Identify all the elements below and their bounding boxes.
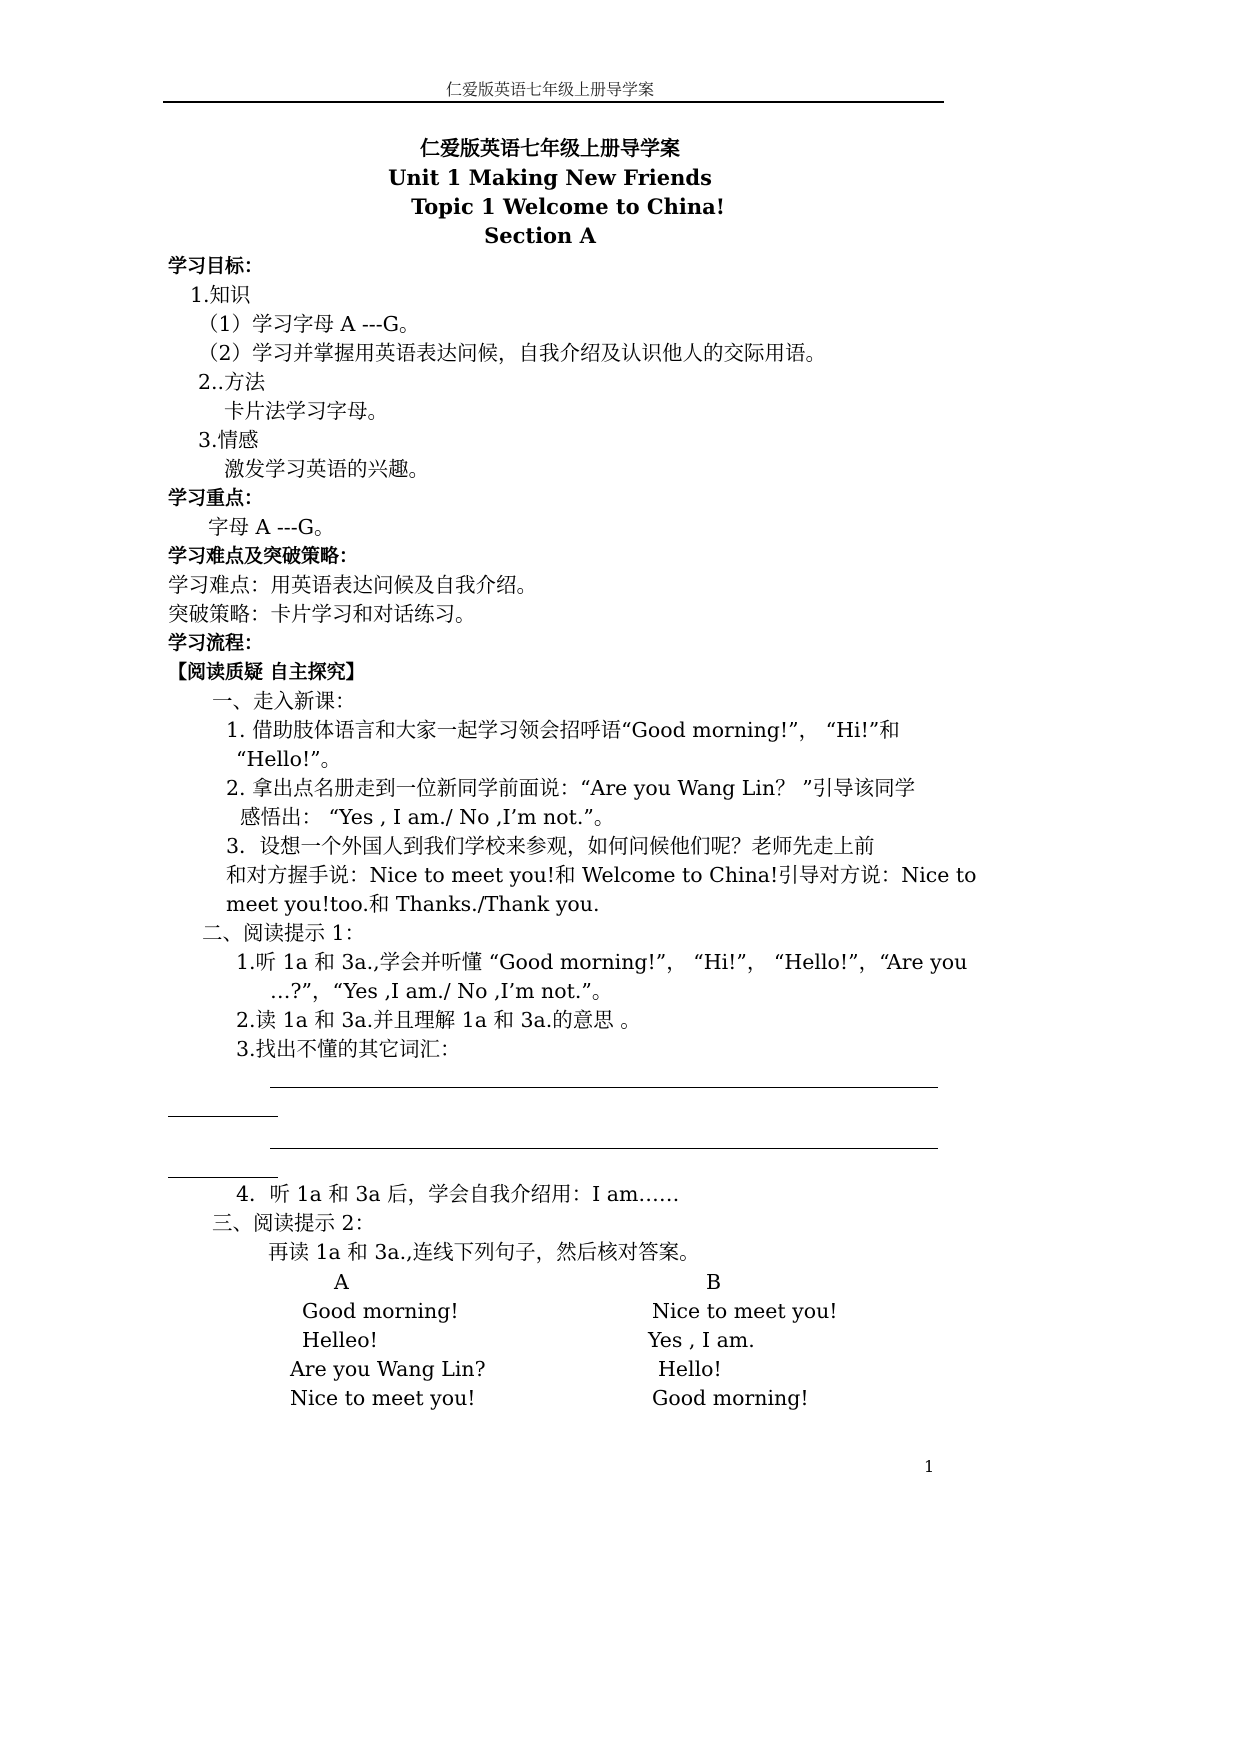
matching-col-a-header: A <box>334 1270 349 1294</box>
part3-title: 三、阅读提示 2： <box>212 1211 376 1235</box>
running-header: 仁爱版英语七年级上册导学案 <box>445 80 654 99</box>
matching-col-b-header: B <box>706 1270 722 1294</box>
difficulty-heading: 学习难点及突破策略： <box>168 545 359 567</box>
strategy-text: 突破策略：卡片学习和对话练习。 <box>168 602 476 626</box>
part1-item3-line3: meet you!too.和 Thanks./Thank you. <box>226 892 600 916</box>
part2-item2: 2.读 1a 和 3a.并且理解 1a 和 3a.的意思 。 <box>236 1008 641 1032</box>
focus-heading: 学习重点： <box>168 487 264 509</box>
part2-item1-line2: …?”，“Yes ,I am./ No ,I’m not.”。 <box>270 979 613 1003</box>
matching-b-item[interactable]: Good morning! <box>652 1386 809 1410</box>
section-title: Section A <box>484 223 596 248</box>
topic-title: Topic 1 Welcome to China! <box>411 194 725 219</box>
part1-title: 一、走入新课： <box>212 689 356 713</box>
part1-item2-line1: 2. 拿出点名册走到一位新同学前面说：“Are you Wang Lin？ ”引导该同学 <box>226 776 916 800</box>
part2-title: 二、阅读提示 1： <box>202 921 366 945</box>
unit-title: Unit 1 Making New Friends <box>388 165 712 190</box>
page-number: 1 <box>924 1457 935 1476</box>
process-subheading: 【阅读质疑 自主探究】 <box>168 661 365 683</box>
part1-item1-line2: “Hello!”。 <box>236 747 342 771</box>
part1-item3-line2: 和对方握手说：Nice to meet you!和 Welcome to China!引导对方说：Nice to <box>226 863 977 887</box>
difficulty-text: 学习难点：用英语表达问候及自我介绍。 <box>168 573 537 597</box>
part2-item4: 4．听 1a 和 3a 后，学会自我介绍用：I am…… <box>236 1182 680 1206</box>
goals-heading: 学习目标： <box>168 255 264 277</box>
process-heading: 学习流程： <box>168 632 264 654</box>
answer-blank-1-cont[interactable] <box>168 1116 278 1117</box>
matching-a-item[interactable]: Helleo! <box>302 1328 378 1352</box>
part1-item3-line1: 3．设想一个外国人到我们学校来参观，如何问候他们呢？老师先走上前 <box>226 834 875 858</box>
matching-b-item[interactable]: Nice to meet you! <box>652 1299 838 1323</box>
answer-blank-1[interactable] <box>270 1087 938 1088</box>
goal-k2: （2）学习并掌握用英语表达问候，自我介绍及认识他人的交际用语。 <box>198 341 827 365</box>
part1-item2-line2: 感悟出： “Yes , I am./ No ,I’m not.”。 <box>240 805 615 829</box>
part2-item1-line1: 1.听 1a 和 3a.,学会并听懂 “Good morning!”， “Hi!”， “Hello!”，“Are you <box>236 950 968 974</box>
doc-title: 仁爱版英语七年级上册导学案 <box>420 136 680 160</box>
part3-instruction: 再读 1a 和 3a.,连线下列句子，然后核对答案。 <box>268 1240 700 1264</box>
goal-knowledge: 1.知识 <box>190 283 251 307</box>
focus-text: 字母 A ---G。 <box>208 515 335 539</box>
header-rule <box>163 101 944 103</box>
matching-b-item[interactable]: Yes , I am. <box>648 1328 755 1352</box>
goal-k1: （1）学习字母 A ---G。 <box>198 312 420 336</box>
answer-blank-2[interactable] <box>270 1148 938 1149</box>
matching-b-item[interactable]: Hello! <box>658 1357 722 1381</box>
answer-blank-2-cont[interactable] <box>168 1177 278 1178</box>
matching-a-item[interactable]: Nice to meet you! <box>290 1386 476 1410</box>
goal-method: 2..方法 <box>198 370 266 394</box>
part2-item3: 3.找出不懂的其它词汇： <box>236 1037 461 1061</box>
goal-emotion: 3.情感 <box>198 428 259 452</box>
goal-emotion-text: 激发学习英语的兴趣。 <box>224 457 429 481</box>
part1-item1-line1: 1. 借助肢体语言和大家一起学习领会招呼语“Good morning!”， “Hi!”和 <box>226 718 900 742</box>
matching-a-item[interactable]: Good morning! <box>302 1299 459 1323</box>
matching-a-item[interactable]: Are you Wang Lin? <box>290 1357 486 1381</box>
goal-method-text: 卡片法学习字母。 <box>224 399 388 423</box>
